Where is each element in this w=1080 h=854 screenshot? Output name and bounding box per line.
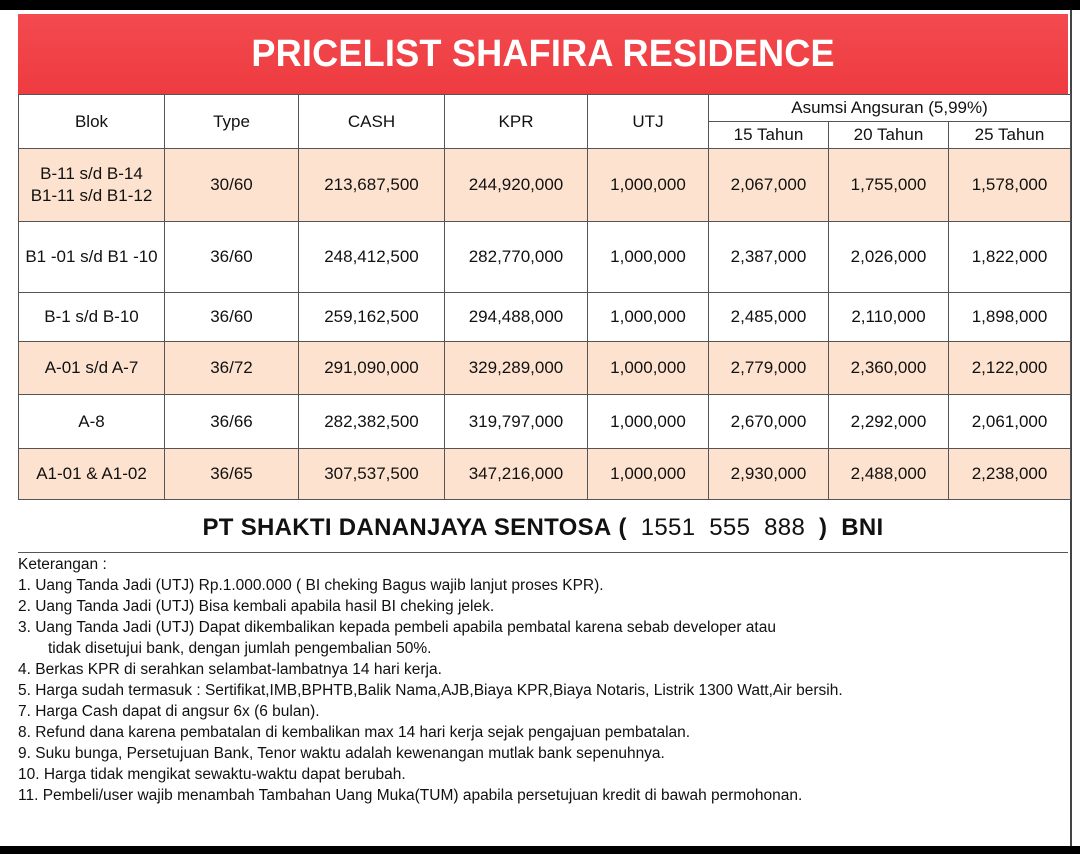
cell-15-tahun: 2,779,000 (709, 342, 829, 395)
cell-kpr: 329,289,000 (445, 342, 588, 395)
note-item-continuation: tidak disetujui bank, dengan jumlah pengembalian 50%. (48, 640, 432, 657)
page-title: PRICELIST SHAFIRA RESIDENCE (251, 32, 835, 75)
cell-25-tahun: 2,061,000 (949, 395, 1071, 449)
cell-blok (19, 149, 165, 222)
note-item: 2. Uang Tanda Jadi (UTJ) Bisa kembali apabila hasil BI cheking jelek. (18, 598, 495, 615)
cell-kpr: 347,216,000 (445, 449, 588, 500)
note-item: 3. Uang Tanda Jadi (UTJ) Dapat dikembalikan kepada pembeli apabila pembatal karena sebab developer atau (18, 619, 776, 636)
bank-name: BNI (841, 514, 884, 541)
cell-utj: 1,000,000 (588, 449, 709, 500)
price-table (18, 94, 1071, 500)
note-item: 5. Harga sudah termasuk : Sertifikat,IMB,BPHTB,Balik Nama,AJB,Biaya KPR,Biaya Notaris, Listrik 1300 Watt,Air bersih. (18, 682, 843, 699)
cell-utj: 1,000,000 (588, 293, 709, 342)
cell-type: 36/60 (165, 293, 299, 342)
table-row (19, 395, 1071, 449)
cell-15-tahun: 2,387,000 (709, 222, 829, 293)
table-row (19, 149, 1071, 222)
cell-15-tahun: 2,485,000 (709, 293, 829, 342)
table-row (19, 222, 1071, 293)
bank-account-band (18, 504, 1068, 553)
cell-blok: A-01 s/d A-7 (19, 342, 165, 395)
cell-kpr: 244,920,000 (445, 149, 588, 222)
header-20-tahun: 20 Tahun (829, 122, 949, 149)
header-kpr: KPR (445, 95, 588, 149)
note-item: 11. Pembeli/user wajib menambah Tambahan Uang Muka(TUM) apabila persetujuan kredit di bawah permohonan. (18, 787, 803, 804)
cell-cash: 248,412,500 (299, 222, 445, 293)
cell-15-tahun: 2,067,000 (709, 149, 829, 222)
cell-blok: B1 -01 s/d B1 -10 (19, 222, 165, 293)
cell-cash: 307,537,500 (299, 449, 445, 500)
cell-utj: 1,000,000 (588, 222, 709, 293)
cell-kpr: 319,797,000 (445, 395, 588, 449)
notes-heading: Keterangan : (18, 556, 107, 573)
header-asumsi-angsuran: Asumsi Angsuran (5,99%) (709, 95, 1071, 122)
cell-cash: 259,162,500 (299, 293, 445, 342)
cell-cash: 282,382,500 (299, 395, 445, 449)
bottom-border (0, 846, 1080, 854)
note-item: 7. Harga Cash dapat di angsur 6x (6 bulan). (18, 703, 320, 720)
company-name: PT SHAKTI DANANJAYA SENTOSA (202, 514, 612, 541)
cell-20-tahun: 2,110,000 (829, 293, 949, 342)
close-paren: ) (812, 514, 842, 541)
cell-20-tahun: 2,488,000 (829, 449, 949, 500)
cell-utj: 1,000,000 (588, 395, 709, 449)
cell-25-tahun: 1,822,000 (949, 222, 1071, 293)
table-row (19, 449, 1071, 500)
cell-25-tahun: 1,578,000 (949, 149, 1071, 222)
cell-25-tahun: 2,122,000 (949, 342, 1071, 395)
cell-blok: A1-01 & A1-02 (19, 449, 165, 500)
cell-20-tahun: 2,292,000 (829, 395, 949, 449)
cell-blok: B-1 s/d B-10 (19, 293, 165, 342)
header-type: Type (165, 95, 299, 149)
title-band (18, 14, 1068, 94)
header-15-tahun: 15 Tahun (709, 122, 829, 149)
account-number: 1551 555 888 (633, 514, 813, 541)
cell-blok: A-8 (19, 395, 165, 449)
cell-type: 36/60 (165, 222, 299, 293)
top-border (0, 0, 1080, 10)
cell-20-tahun: 1,755,000 (829, 149, 949, 222)
cell-20-tahun: 2,360,000 (829, 342, 949, 395)
cell-15-tahun: 2,670,000 (709, 395, 829, 449)
cell-20-tahun: 2,026,000 (829, 222, 949, 293)
cell-25-tahun: 2,238,000 (949, 449, 1071, 500)
cell-utj: 1,000,000 (588, 342, 709, 395)
notes-section (18, 554, 1058, 806)
blok-line: B1-11 s/d B1-12 (30, 186, 153, 205)
note-item: 10. Harga tidak mengikat sewaktu-waktu dapat berubah. (18, 766, 406, 783)
cell-utj: 1,000,000 (588, 149, 709, 222)
cell-type: 36/66 (165, 395, 299, 449)
cell-kpr: 294,488,000 (445, 293, 588, 342)
blok-line: B-11 s/d B-14 (40, 164, 143, 183)
cell-type: 30/60 (165, 149, 299, 222)
header-cash: CASH (299, 95, 445, 149)
cell-type: 36/72 (165, 342, 299, 395)
cell-kpr: 282,770,000 (445, 222, 588, 293)
cell-25-tahun: 1,898,000 (949, 293, 1071, 342)
cell-cash: 213,687,500 (299, 149, 445, 222)
note-item: 8. Refund dana karena pembatalan di kembalikan max 14 hari kerja sejak pengajuan pembatalan. (18, 724, 691, 741)
header-utj: UTJ (588, 95, 709, 149)
note-item: 1. Uang Tanda Jadi (UTJ) Rp.1.000.000 ( BI cheking Bagus wajib lanjut proses KPR). (18, 577, 604, 594)
note-item: 9. Suku bunga, Persetujuan Bank, Tenor waktu adalah kewenangan mutlak bank sepenuhnya. (18, 745, 665, 762)
note-item: 4. Berkas KPR di serahkan selambat-lambatnya 14 hari kerja. (18, 661, 442, 678)
header-blok: Blok (19, 95, 165, 149)
cell-type: 36/65 (165, 449, 299, 500)
cell-cash: 291,090,000 (299, 342, 445, 395)
pricelist-sheet (14, 10, 1072, 846)
table-row (19, 293, 1071, 342)
header-25-tahun: 25 Tahun (949, 122, 1071, 149)
open-paren: ( (611, 514, 634, 541)
cell-15-tahun: 2,930,000 (709, 449, 829, 500)
table-row (19, 342, 1071, 395)
